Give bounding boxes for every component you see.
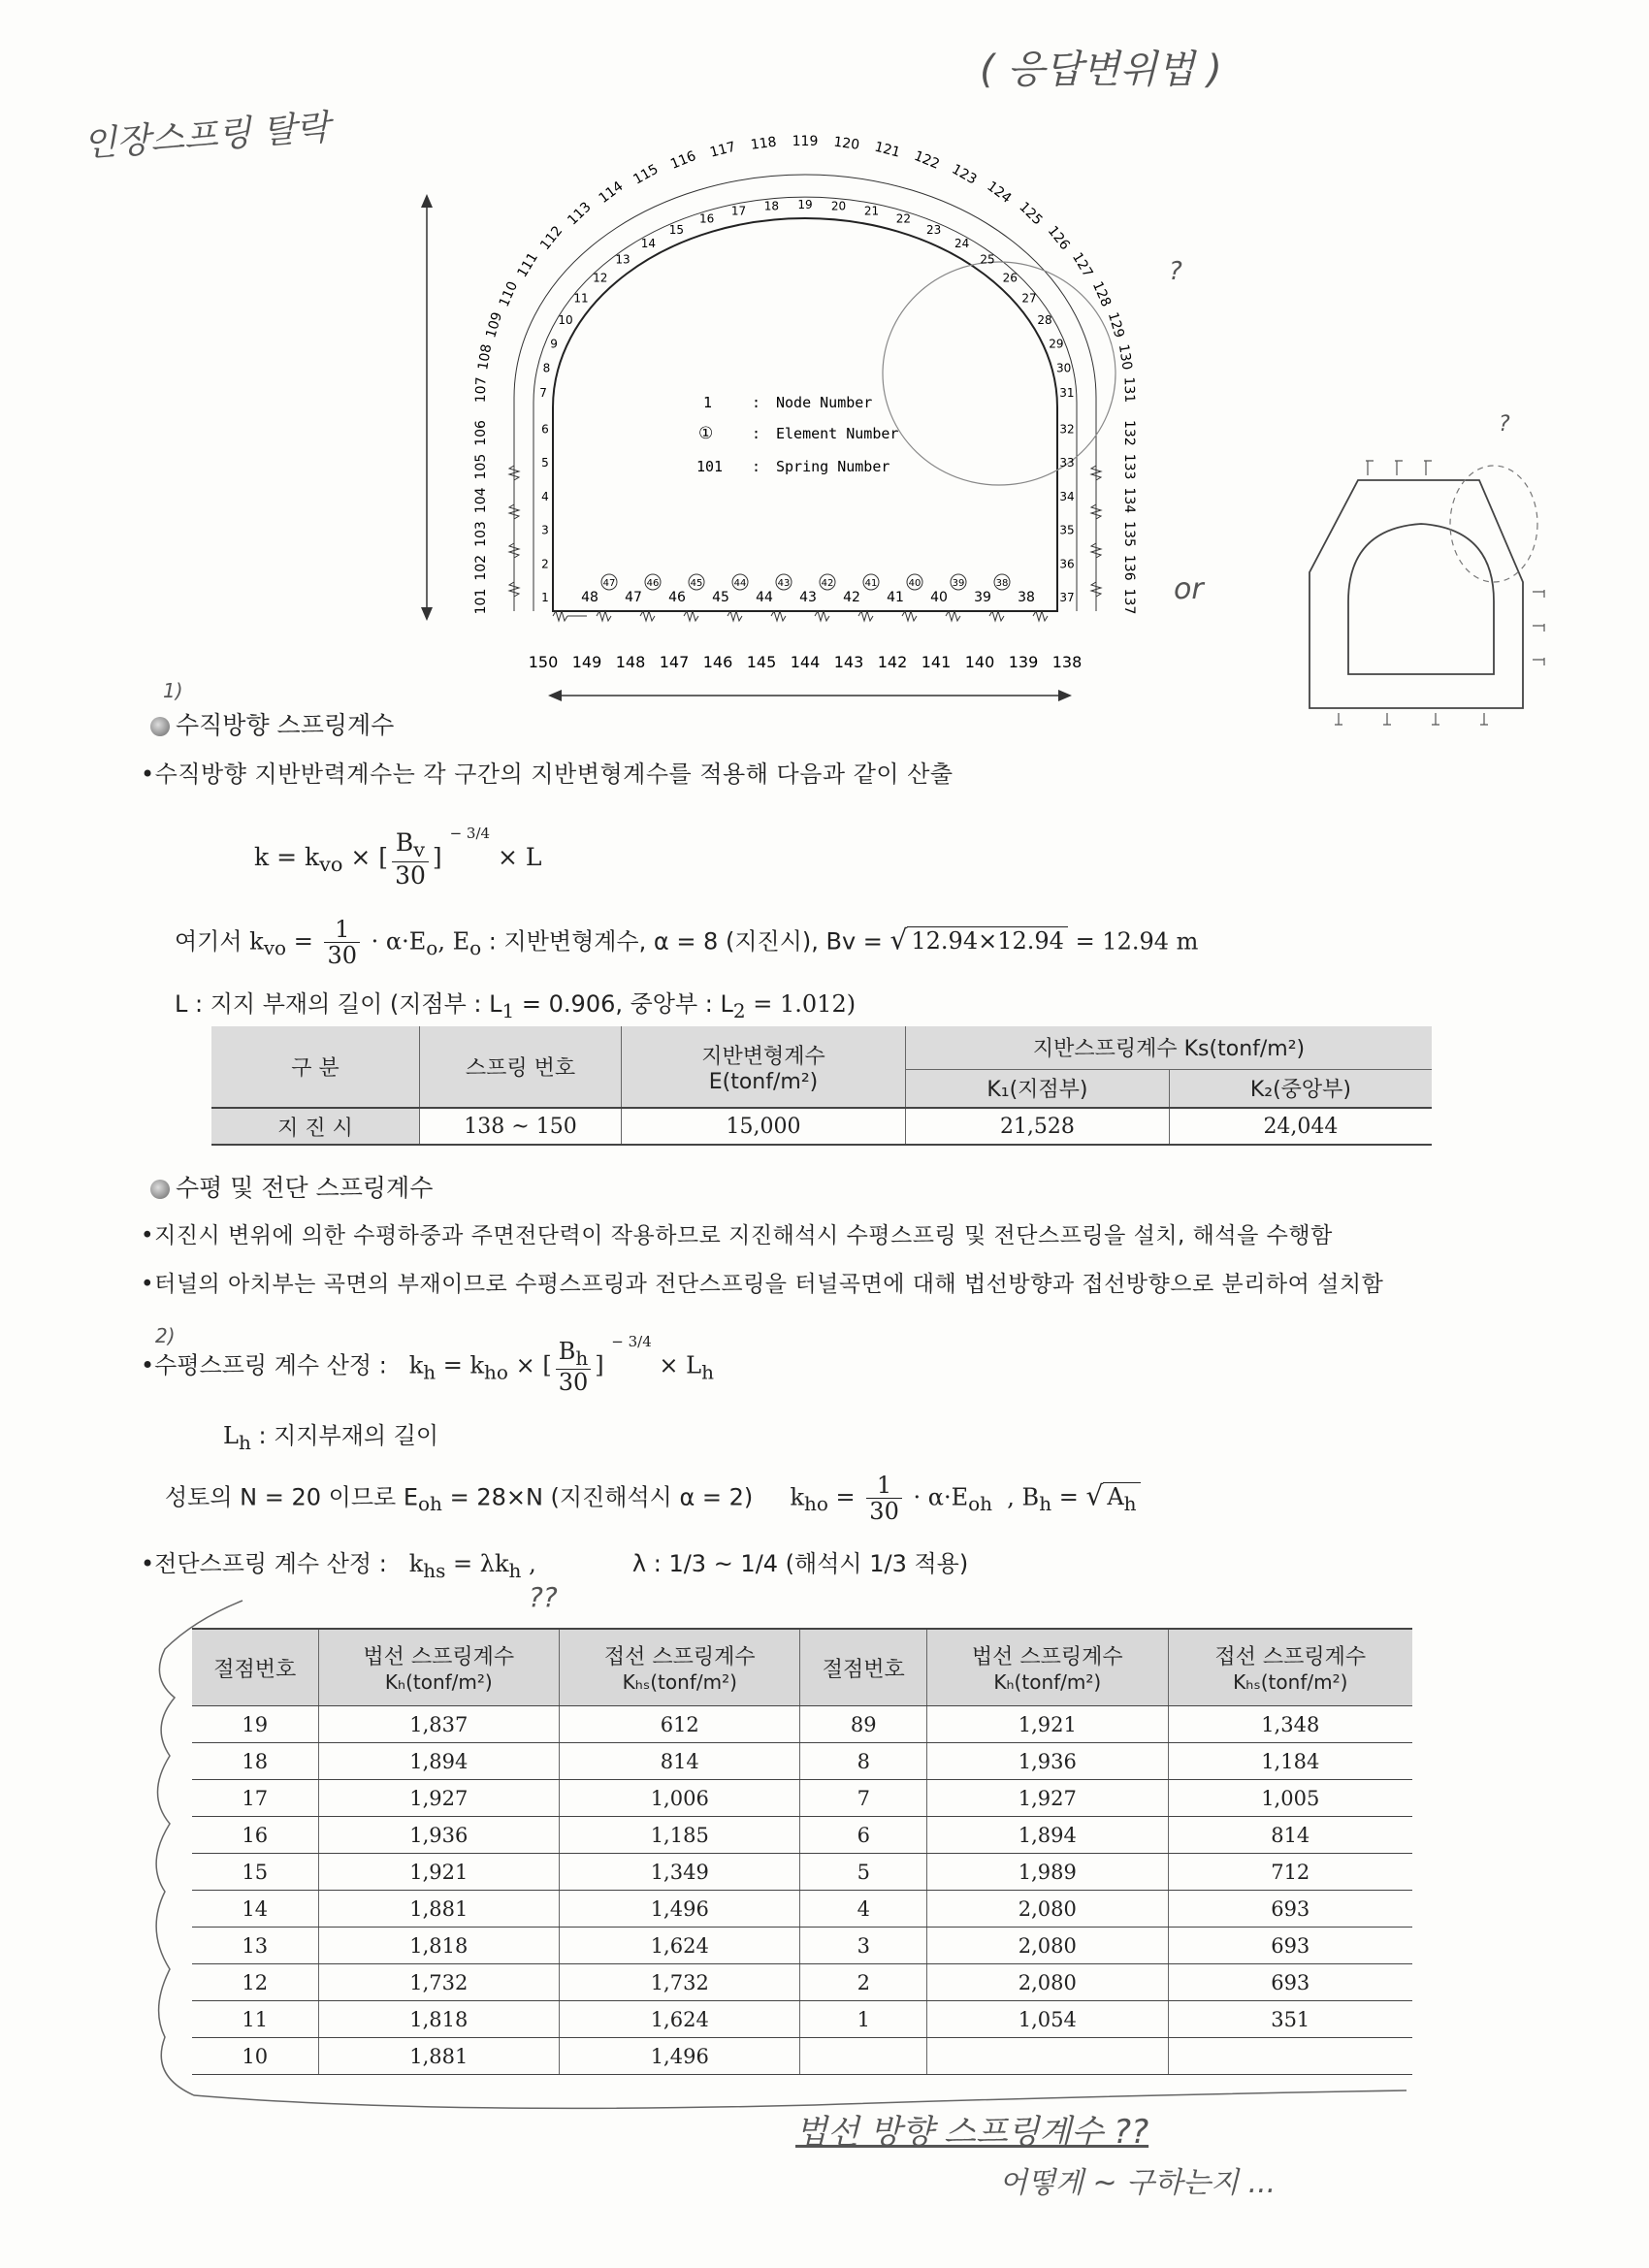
node-number-label: 42: [843, 590, 860, 605]
section2-title: [150, 1169, 433, 1204]
table-cell: 1,054: [927, 2001, 1168, 2038]
table-cell: 1,894: [318, 1743, 559, 1780]
legend-key-node: 1: [703, 394, 713, 411]
table-cell: 1: [800, 2001, 927, 2038]
table-cell: 4: [800, 1891, 927, 1928]
handwritten-question-small: ?: [1499, 412, 1510, 437]
table-cell: 2,080: [927, 1964, 1168, 2001]
handwritten-mark-2: 2): [155, 1324, 176, 1347]
formula-support-length: L : 지지 부재의 길이 (지점부 : $L_1 = 0.906$, 중앙부 : $L_2 = 1.012$): [175, 990, 857, 1022]
spring-number-label: 139: [1008, 653, 1039, 671]
spring-number-label: 147: [659, 653, 690, 671]
node-number-label: 45: [712, 590, 729, 605]
handwritten-mark-1: 1): [163, 679, 183, 702]
node-number-label: 22: [895, 211, 912, 226]
legend-sep-spring: :: [752, 458, 761, 475]
t1-row-e: 15,000: [622, 1108, 906, 1145]
table-cell: 2: [800, 1964, 927, 2001]
node-number-label: 11: [573, 291, 589, 306]
spring-number-label: 123: [949, 161, 980, 188]
table-cell: 693: [1168, 1891, 1412, 1928]
t1-row-label: 지 진 시: [211, 1108, 420, 1145]
node-number-label: 48: [581, 590, 598, 605]
t1-header-k1: K₁(지점부): [906, 1069, 1170, 1108]
kho-fraction: $\frac{1}{30}$: [866, 1473, 902, 1525]
node-number-label: 21: [863, 204, 880, 218]
legend-text-node: Node Number: [776, 394, 873, 411]
f2-sqrt: 12.94×12.94: [907, 926, 1068, 955]
spring-number-label: 124: [984, 178, 1015, 207]
node-number-label: 36: [1059, 557, 1075, 571]
table-cell: 11: [192, 2001, 318, 2038]
legend-sep-element: :: [752, 425, 761, 442]
section-bullet-icon: [150, 1180, 170, 1199]
t1-header-gubun: 구 분: [211, 1026, 420, 1108]
spring-number-label: 105: [473, 453, 489, 480]
element-number-label: 40: [908, 578, 922, 589]
table-row: [192, 1817, 1412, 1854]
formula-vertical-k: $k = k_{vo}$ × [ $\frac{B_v}{30}$ ] $^{- 3/4}$ × L: [254, 825, 542, 890]
spring-number-label: 137: [1121, 588, 1137, 615]
spring-number-label: 103: [473, 521, 489, 547]
legend-key-element: ①: [698, 424, 714, 443]
node-number-label: 37: [1059, 591, 1075, 604]
f1-fraction: $\frac{B_v}{30}$: [392, 829, 429, 889]
spring-number-label: 122: [912, 147, 942, 173]
node-number-label: 41: [887, 590, 904, 605]
f1-tail: × L: [498, 843, 542, 872]
node-number-label: 43: [799, 590, 817, 605]
table-cell: 814: [560, 1743, 800, 1780]
node-number-label: 31: [1059, 385, 1075, 400]
node-number-label: 47: [625, 590, 642, 605]
spring-number-label: 136: [1121, 554, 1137, 581]
spring-number-label: 106: [473, 420, 489, 446]
table-cell: 1,349: [560, 1854, 800, 1891]
t1-row-spring: 138 ~ 150: [420, 1108, 622, 1145]
node-number-label: 14: [640, 236, 657, 250]
formula-soil: 성토의 N = 20 이므로 $E_{oh} = 28\times N$ (지진해석시 α = 2) $k_{ho}$ = $\frac{1}{30}$ · $\alpha\cdot E_{oh}$ , $B_h$ = √ $A_h$: [165, 1473, 1141, 1525]
node-number-label: 5: [541, 456, 549, 470]
handwritten-table-question: ??: [529, 1581, 558, 1613]
table-cell: 693: [1168, 1964, 1412, 2001]
table-cell: 1,184: [1168, 1743, 1412, 1780]
spring-number-label: 145: [746, 653, 777, 671]
table-row: [192, 1743, 1412, 1780]
table-cell: 693: [1168, 1928, 1412, 1964]
node-number-label: 34: [1059, 489, 1075, 503]
node-number-label: 20: [830, 199, 847, 213]
spring-number-label: 115: [630, 161, 662, 188]
handwritten-question: ?: [1169, 257, 1182, 286]
spring-number-label: 128: [1088, 278, 1115, 309]
node-number-label: 46: [668, 590, 686, 605]
node-number-label: 44: [756, 590, 773, 605]
arch-springs: [509, 466, 1101, 597]
table-cell: 1,936: [318, 1817, 559, 1854]
table-cell: 7: [800, 1780, 927, 1817]
t1-header-e: 지반변형계수 E(tonf/m²): [622, 1026, 906, 1108]
node-number-label: 25: [980, 252, 995, 267]
table-cell: 351: [1168, 2001, 1412, 2038]
section1-title: [150, 706, 394, 741]
spring-number-label: 101: [473, 588, 489, 615]
table-cell: 1,496: [560, 1891, 800, 1928]
f1-times: ×: [350, 843, 372, 872]
node-number-label: 16: [698, 211, 715, 226]
handwritten-bottom-question: 법선 방향 스프링계수 ??: [795, 2113, 1149, 2152]
spring-number-label: 129: [1104, 310, 1127, 340]
spring-number-label: 138: [1051, 653, 1083, 671]
spring-number-label: 119: [792, 134, 819, 149]
table-cell: [1168, 2038, 1412, 2075]
table-cell: 12: [192, 1964, 318, 2001]
horizontal-spring-table: [192, 1628, 1412, 2075]
section2-line1: •지진시 변위에 의한 수평하중과 주면전단력이 작용하므로 지진해석시 수평스프링 및 전단스프링을 설치, 해석을 수행함: [141, 1223, 1333, 1248]
legend-key-spring: 101: [696, 458, 724, 475]
spring-number-label: 134: [1121, 487, 1137, 514]
table-cell: 2,080: [927, 1928, 1168, 1964]
spring-number-label: 108: [475, 342, 496, 372]
table-row: [192, 2001, 1412, 2038]
t2-header-node-left: 절점번호: [192, 1629, 318, 1706]
table-cell: [800, 2038, 927, 2075]
spring-number-label: 142: [877, 653, 908, 671]
table-cell: 5: [800, 1854, 927, 1891]
node-number-label: 1: [541, 591, 549, 604]
table-cell: 1,927: [927, 1780, 1168, 1817]
node-number-label: 9: [550, 337, 558, 351]
node-number-label: 27: [1021, 291, 1037, 306]
t1-header-spring: 스프링 번호: [420, 1026, 622, 1108]
handwritten-note-tension: 인장스프링 탈락: [81, 108, 332, 165]
section1-title-text: 수직방향 스프링계수: [176, 711, 395, 739]
element-number-label: 45: [690, 578, 703, 589]
spring-number-label: 117: [708, 139, 738, 161]
table-row: [192, 1928, 1412, 1964]
f1-sub: vo: [319, 853, 343, 877]
table-cell: 15: [192, 1854, 318, 1891]
spring-number-label: 118: [749, 134, 778, 153]
f2-prefix: 여기서 k: [175, 927, 264, 956]
table-row: [192, 1706, 1412, 1743]
spring-number-label: 112: [537, 223, 566, 253]
section-bullet-icon: [150, 717, 170, 736]
spring-number-label: 121: [872, 139, 902, 161]
node-number-label: 8: [542, 361, 551, 375]
h-fraction: $\frac{B_h}{30}$: [556, 1339, 592, 1395]
node-number-label: 33: [1059, 456, 1075, 470]
f1-exponent: − 3/4: [449, 825, 491, 843]
f2-fraction: $\frac{1}{30}$: [324, 917, 360, 969]
table-cell: [927, 2038, 1168, 2075]
table-cell: 1,185: [560, 1817, 800, 1854]
table-row: [192, 2038, 1412, 2075]
table-cell: 1,624: [560, 2001, 800, 2038]
t2-header-normal-left: 법선 스프링계수 Kₕ(tonf/m²): [318, 1629, 559, 1706]
table-cell: 712: [1168, 1854, 1412, 1891]
table-cell: 1,881: [318, 2038, 559, 2075]
legend-text-spring: Spring Number: [776, 458, 890, 475]
f1-lhs: k = k: [254, 843, 320, 872]
t2-header-tangent-right: 접선 스프링계수 Kₕₛ(tonf/m²): [1168, 1629, 1412, 1706]
bottom-springs: [553, 611, 1048, 621]
spring-number-label: 133: [1121, 453, 1137, 480]
legend-text-element: Element Number: [776, 425, 899, 442]
element-number-label: 43: [777, 578, 791, 589]
element-number-label: 47: [602, 578, 616, 589]
t2-header-node-right: 절점번호: [800, 1629, 927, 1706]
spring-number-label: 120: [832, 134, 861, 153]
handwritten-bottom-note: 어떻게 ~ 구하는지 ...: [999, 2166, 1277, 2200]
table-cell: 1,921: [318, 1854, 559, 1891]
spring-number-label: 143: [833, 653, 864, 671]
node-number-label: 29: [1049, 337, 1064, 351]
table-cell: 1,005: [1168, 1780, 1412, 1817]
element-number-label: 42: [821, 578, 834, 589]
section1-description: •수직방향 지반반력계수는 각 구간의 지반변형계수를 적용해 다음과 같이 산출: [141, 761, 954, 788]
table-cell: 19: [192, 1706, 318, 1743]
node-number-label: 39: [974, 590, 991, 605]
table-cell: 1,732: [318, 1964, 559, 2001]
table-cell: 1,818: [318, 2001, 559, 2038]
table-cell: 1,837: [318, 1706, 559, 1743]
t1-row-k2: 24,044: [1263, 1114, 1339, 1139]
table-cell: 1,894: [927, 1817, 1168, 1854]
node-number-label: 23: [925, 222, 942, 237]
spring-number-label: 113: [565, 199, 595, 229]
table-cell: 1,818: [318, 1928, 559, 1964]
spring-number-label: 148: [615, 653, 646, 671]
table-cell: 6: [800, 1817, 927, 1854]
spring-number-label: 131: [1120, 376, 1138, 404]
table-cell: 1,936: [927, 1743, 1168, 1780]
node-number-label: 2: [541, 557, 549, 571]
table-row: [192, 1854, 1412, 1891]
handwritten-circle: [883, 262, 1116, 485]
table-cell: 14: [192, 1891, 318, 1928]
node-number-label: 32: [1059, 422, 1075, 437]
spring-number-label: 144: [790, 653, 821, 671]
table-cell: 3: [800, 1928, 927, 1964]
t1-row-k1: 21,528: [906, 1108, 1170, 1145]
table-cell: 8: [800, 1743, 927, 1780]
spring-number-label: 130: [1115, 342, 1135, 372]
spring-number-label: 150: [528, 653, 559, 671]
spring-number-label: 132: [1121, 420, 1137, 446]
node-number-label: 35: [1059, 523, 1075, 537]
spring-number-label: 140: [964, 653, 995, 671]
t1-header-k2: K₂(중앙부): [1169, 1069, 1432, 1108]
t2-header-tangent-left: 접선 스프링계수 Kₕₛ(tonf/m²): [560, 1629, 800, 1706]
formula-lh: $L_h$ : 지지부재의 길이: [223, 1422, 439, 1454]
t2-header-normal-right: 법선 스프링계수 Kₕ(tonf/m²): [927, 1629, 1168, 1706]
portal-sketch: [1300, 417, 1552, 737]
spring-number-label: 110: [496, 278, 522, 309]
formula-horizontal-k: •수평스프링 계수 산정 : $k_h = k_{ho}$ × [ $\frac{B_h}{30}$ ] $^{- 3/4} \times L_h$: [141, 1332, 714, 1396]
t1-header-ks: 지반스프링계수 Ks(tonf/m²): [906, 1026, 1433, 1069]
table-cell: 1,624: [560, 1928, 800, 1964]
element-number-label: 44: [733, 578, 747, 589]
table-row: [192, 1780, 1412, 1817]
element-number-label: 46: [646, 578, 660, 589]
section2-line2: •터널의 아치부는 곡면의 부재이므로 수평스프링과 전단스프링을 터널곡면에 대해 법선방향과 접선방향으로 분리하여 설치함: [141, 1272, 1384, 1297]
diagram-legend: [696, 394, 898, 475]
table-cell: 1,989: [927, 1854, 1168, 1891]
table-cell: 814: [1168, 1817, 1412, 1854]
table-cell: 89: [800, 1706, 927, 1743]
node-number-label: 17: [730, 204, 747, 218]
node-number-label: 18: [763, 199, 780, 213]
spring-number-label: 126: [1044, 223, 1073, 253]
table-cell: 16: [192, 1817, 318, 1854]
table-cell: 1,921: [927, 1706, 1168, 1743]
table-cell: 1,732: [560, 1964, 800, 2001]
spring-number-label: 149: [571, 653, 602, 671]
table-cell: 2,080: [927, 1891, 1168, 1928]
spring-number-label: 116: [668, 147, 698, 173]
spring-number-label: 107: [472, 376, 490, 404]
node-number-label: 30: [1055, 361, 1072, 375]
table-cell: 10: [192, 2038, 318, 2075]
legend-sep-node: :: [752, 394, 761, 411]
spring-number-label: 114: [596, 178, 627, 207]
node-number-label: 13: [615, 252, 630, 267]
element-number-label: 39: [952, 578, 965, 589]
spring-number-label: 109: [483, 310, 506, 340]
handwritten-or: or: [1174, 572, 1204, 606]
spring-number-label: 111: [514, 249, 542, 280]
spring-number-label: 146: [702, 653, 733, 671]
element-number-label: 41: [864, 578, 878, 589]
node-number-label: 19: [797, 198, 813, 211]
node-number-label: 40: [930, 590, 948, 605]
node-number-label: 10: [558, 313, 573, 328]
formula-shear: •전단스프링 계수 산정 : $k_{hs} = \lambda k_h$ , λ : 1/3 ~ 1/4 (해석시 1/3 적용): [141, 1550, 969, 1582]
node-number-label: 12: [593, 271, 608, 285]
node-number-label: 26: [1002, 271, 1018, 285]
table-cell: 1,881: [318, 1891, 559, 1928]
table-cell: 1,348: [1168, 1706, 1412, 1743]
node-number-label: 28: [1037, 313, 1052, 328]
spring-number-label: 125: [1016, 199, 1046, 229]
vertical-spring-table: [211, 1026, 1432, 1146]
spring-number-label: 141: [921, 653, 952, 671]
handwritten-title: ( 응답변위법 ): [980, 48, 1222, 92]
node-number-label: 7: [539, 385, 547, 400]
table-cell: 1,496: [560, 2038, 800, 2075]
node-number-label: 15: [668, 222, 685, 237]
spring-number-label: 102: [473, 554, 489, 581]
node-number-label: 38: [1018, 590, 1035, 605]
table-cell: 17: [192, 1780, 318, 1817]
table-cell: 18: [192, 1743, 318, 1780]
spring-number-label: 104: [473, 487, 489, 514]
tunnel-spring-diagram: [407, 134, 1164, 698]
spring-number-label: 135: [1121, 521, 1137, 547]
table-cell: 612: [560, 1706, 800, 1743]
table-cell: 1,927: [318, 1780, 559, 1817]
table-row: [192, 1964, 1412, 2001]
section2-title-text: 수평 및 전단 스프링계수: [176, 1174, 434, 1202]
table-row: [192, 1891, 1412, 1928]
table-cell: 13: [192, 1928, 318, 1964]
element-number-label: 38: [995, 578, 1009, 589]
formula-kvo: 여기서 $k_{vo}$ = $\frac{1}{30}$ · $\alpha\cdot E_o$, $E_o$ : 지반변형계수, α = 8 (지진시), Bv = √ 12.94×12.94 = 12.94 m: [175, 916, 1199, 970]
node-number-label: 6: [541, 422, 549, 437]
table-cell: 1,006: [560, 1780, 800, 1817]
spring-number-label: 127: [1068, 249, 1096, 280]
node-number-label: 4: [541, 489, 549, 503]
node-number-label: 3: [541, 523, 549, 537]
node-number-label: 24: [954, 236, 970, 250]
